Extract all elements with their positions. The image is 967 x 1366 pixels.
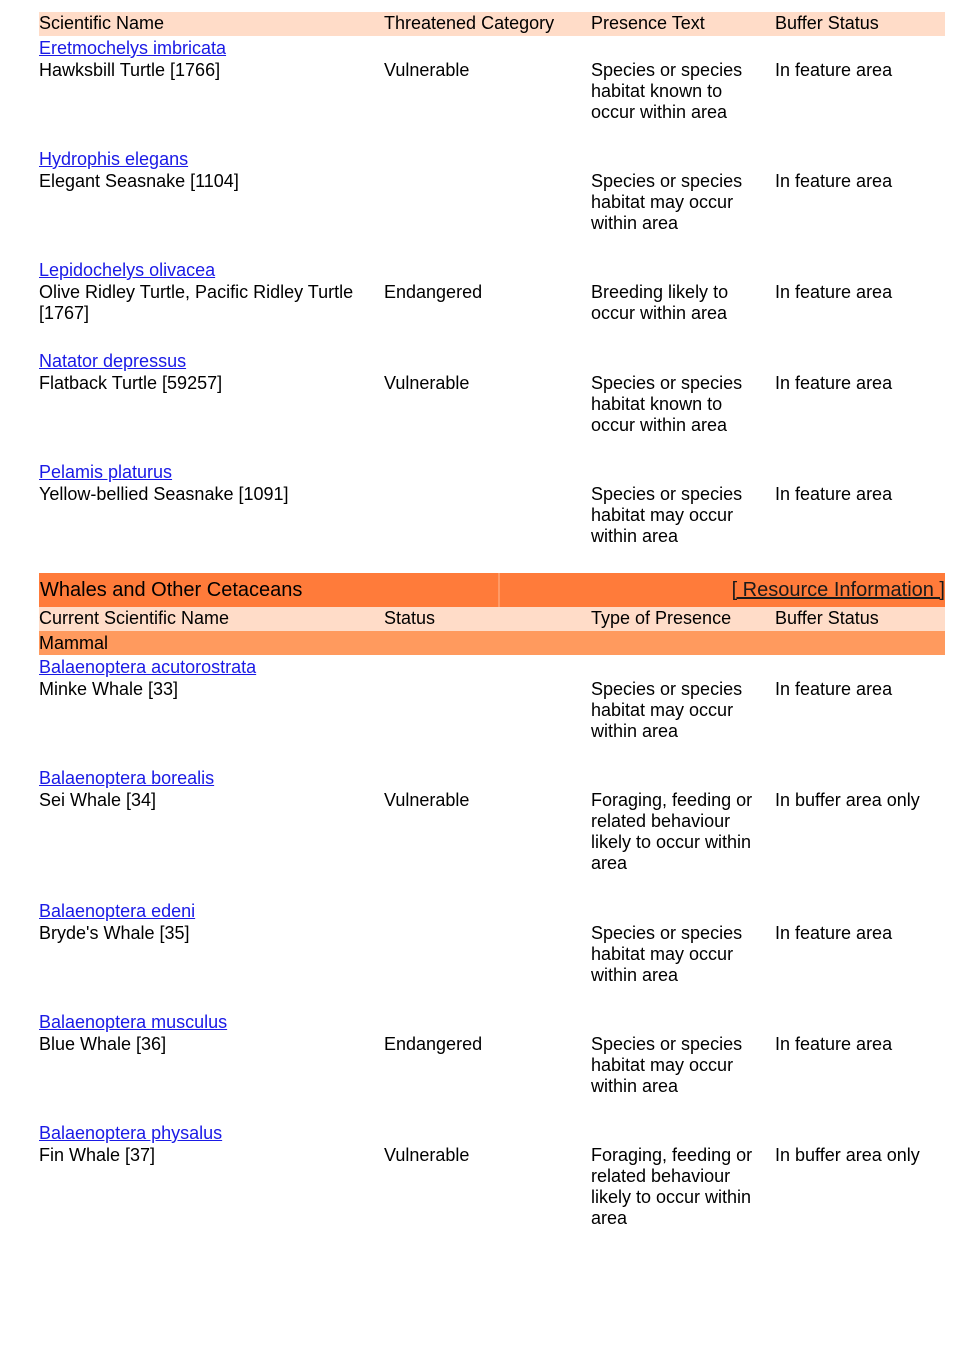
status: Vulnerable xyxy=(384,1145,470,1165)
section-header-whales xyxy=(39,573,945,607)
threatened-category: Vulnerable xyxy=(384,373,470,393)
buffer-status: In buffer area only xyxy=(775,790,920,810)
species-link[interactable]: Balaenoptera physalus xyxy=(39,1123,223,1143)
species-link[interactable]: Eretmochelys imbricata xyxy=(39,38,227,58)
section-title: Whales and Other Cetaceans xyxy=(40,578,303,601)
table-row xyxy=(39,36,945,147)
buffer-status: In feature area xyxy=(775,282,893,302)
common-name: Elegant Seasnake [1104] xyxy=(39,171,239,191)
table-row xyxy=(39,655,945,766)
status xyxy=(384,923,591,986)
buffer-status: In feature area xyxy=(775,171,893,191)
species-link[interactable]: Balaenoptera acutorostrata xyxy=(39,657,257,677)
top-table-body xyxy=(39,36,945,573)
buffer-status: In feature area xyxy=(775,373,893,393)
header-type-of-presence: Type of Presence xyxy=(591,608,732,628)
presence-text: Species or species habitat known to occur within area xyxy=(591,60,743,122)
header-presence-text: Presence Text xyxy=(591,13,705,33)
table-row xyxy=(39,258,945,349)
status xyxy=(384,679,591,742)
species-link[interactable]: Balaenoptera edeni xyxy=(39,901,196,921)
presence-text: Species or species habitat may occur within area xyxy=(591,171,743,233)
table-row xyxy=(39,766,945,899)
common-name: Minke Whale [33] xyxy=(39,679,179,699)
buffer-status: In buffer area only xyxy=(775,1145,920,1165)
header-buffer-status: Buffer Status xyxy=(775,608,879,628)
common-name: Yellow-bellied Seasnake [1091] xyxy=(39,484,289,504)
species-link[interactable]: Natator depressus xyxy=(39,351,187,371)
report-page xyxy=(39,12,945,1254)
header-buffer-status: Buffer Status xyxy=(775,13,879,33)
table-row xyxy=(39,460,945,573)
presence-text: Species or species habitat may occur within area xyxy=(591,484,743,546)
type-of-presence: Foraging, feeding or related behaviour likely to occur within area xyxy=(591,1145,753,1228)
presence-text: Species or species habitat known to occur within area xyxy=(591,373,743,435)
table-row xyxy=(39,1121,945,1254)
resource-information-link[interactable]: [ Resource Information ] xyxy=(731,578,945,601)
buffer-status: In feature area xyxy=(775,1034,893,1054)
species-link[interactable]: Lepidochelys olivacea xyxy=(39,260,216,280)
species-link[interactable]: Hydrophis elegans xyxy=(39,149,189,169)
species-link[interactable]: Balaenoptera borealis xyxy=(39,768,215,788)
type-of-presence: Foraging, feeding or related behaviour likely to occur within area xyxy=(591,790,753,873)
threatened-category xyxy=(384,484,591,547)
top-table-header xyxy=(39,12,945,36)
buffer-status: In feature area xyxy=(775,60,893,80)
table-row xyxy=(39,1010,945,1121)
buffer-status: In feature area xyxy=(775,923,893,943)
group-row-mammal: Mammal xyxy=(39,631,945,655)
common-name: Blue Whale [36] xyxy=(39,1034,167,1054)
table-row xyxy=(39,147,945,258)
presence-text: Breeding likely to occur within area xyxy=(591,282,729,323)
common-name: Flatback Turtle [59257] xyxy=(39,373,223,393)
species-link[interactable]: Balaenoptera musculus xyxy=(39,1012,228,1032)
common-name: Sei Whale [34] xyxy=(39,790,157,810)
type-of-presence: Species or species habitat may occur within area xyxy=(591,679,743,741)
whales-table-body xyxy=(39,655,945,1254)
table-row xyxy=(39,899,945,1010)
type-of-presence: Species or species habitat may occur within area xyxy=(591,1034,743,1096)
header-threatened-category: Threatened Category xyxy=(384,13,555,33)
common-name: Hawksbill Turtle [1766] xyxy=(39,60,221,80)
table-row xyxy=(39,349,945,460)
header-current-scientific-name: Current Scientific Name xyxy=(39,608,230,628)
threatened-category: Endangered xyxy=(384,282,483,302)
header-status: Status xyxy=(384,608,436,628)
common-name: Bryde's Whale [35] xyxy=(39,923,190,943)
section-divider xyxy=(498,573,500,607)
buffer-status: In feature area xyxy=(775,484,893,504)
buffer-status: In feature area xyxy=(775,679,893,699)
common-name: Fin Whale [37] xyxy=(39,1145,156,1165)
status: Endangered xyxy=(384,1034,483,1054)
threatened-category: Vulnerable xyxy=(384,60,470,80)
common-name: Olive Ridley Turtle, Pacific Ridley Turtle [1767] xyxy=(39,282,354,323)
header-scientific-name: Scientific Name xyxy=(39,13,165,33)
species-link[interactable]: Pelamis platurus xyxy=(39,462,173,482)
threatened-category xyxy=(384,171,591,234)
whales-table-header xyxy=(39,607,945,631)
type-of-presence: Species or species habitat may occur within area xyxy=(591,923,743,985)
status: Vulnerable xyxy=(384,790,470,810)
